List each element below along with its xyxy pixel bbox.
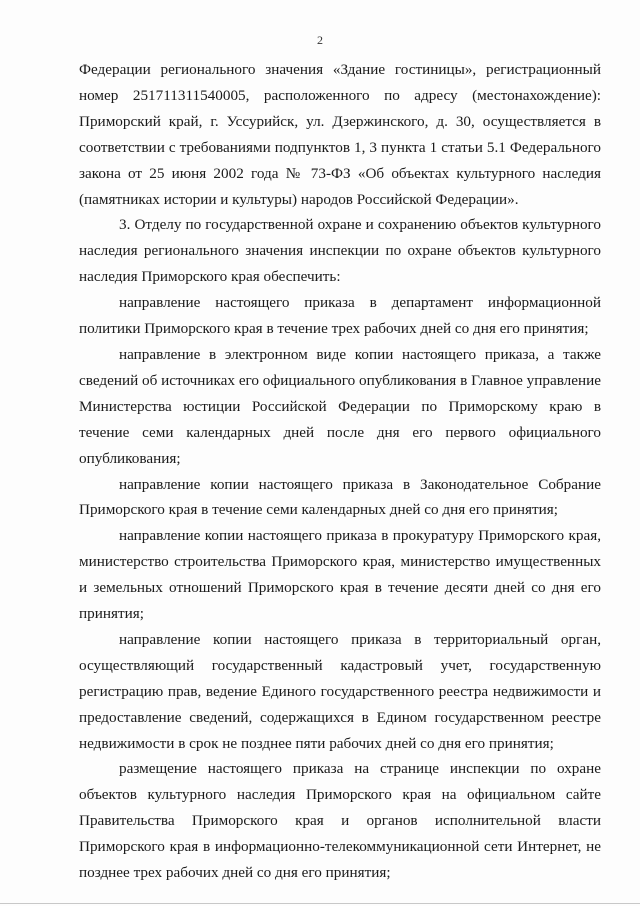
paragraph-website-publication: размещение настоящего приказа на странице инспекции по охране объектов культурного наследия Приморского края на официальном сайте Правительства Приморского края и органов исполнительной власти Приморского края в информационно-телекоммуникационной сети Интернет, не позднее трех рабочих дней со дня его принятия; — [79, 760, 601, 882]
scan-edge-line — [0, 903, 640, 904]
paragraph-dept-info-policy: направление настоящего приказа в департамент информационной политики Приморского края в течение трех рабочих дней со дня его принятия; — [79, 294, 601, 338]
paragraph-item-3: 3. Отделу по государственной охране и сохранению объектов культурного наследия регионального значения инспекции по охране объектов культурного наследия Приморского края обеспечить: — [79, 216, 601, 286]
paragraph-legislative-assembly: направление копии настоящего приказа в Законодательное Собрание Приморского края в течение семи календарных дней со дня его принятия; — [79, 475, 601, 519]
paragraph-continuation: Федерации регионального значения «Здание гостиницы», регистрационный номер 251711311540005, расположенного по адресу (местонахождение): Приморский край, г. Уссурийск, ул. Дзержинского, д. 30, осуществляется в соответствии с требованиями подпунктов 1, 3 пункта 1 статьи 5.1 Федерального закона от 25 июня 2002 года № 73-ФЗ «Об объектах культурного наследия (памятниках истории и культуры) народов Российской Федерации». — [79, 61, 601, 208]
paragraph-cadastral-body: направление копии настоящего приказа в территориальный орган, осуществляющий государственный кадастровый учет, государственную регистрацию прав, ведение Единого государственного реестра недвижимости и предоставление сведений, содержащихся в Едином государственном реестре недвижимости в срок не позднее пяти рабочих дней со дня его принятия; — [79, 630, 601, 752]
paragraph-ministry-justice: направление в электронном виде копии настоящего приказа, а также сведений об источниках его официального опубликования в Главное управление Министерства юстиции Российской Федерации по Приморскому краю в течение семи календарных дней после дня его первого официального опубликования; — [79, 345, 601, 467]
document-body — [79, 57, 601, 886]
paragraph-prosecutor-ministries: направление копии настоящего приказа в прокуратуру Приморского края, министерство строительства Приморского края, министерство имущественных и земельных отношений Приморского края в течение десяти дней со дня его принятия; — [79, 527, 601, 623]
page-number: 2 — [317, 33, 323, 47]
